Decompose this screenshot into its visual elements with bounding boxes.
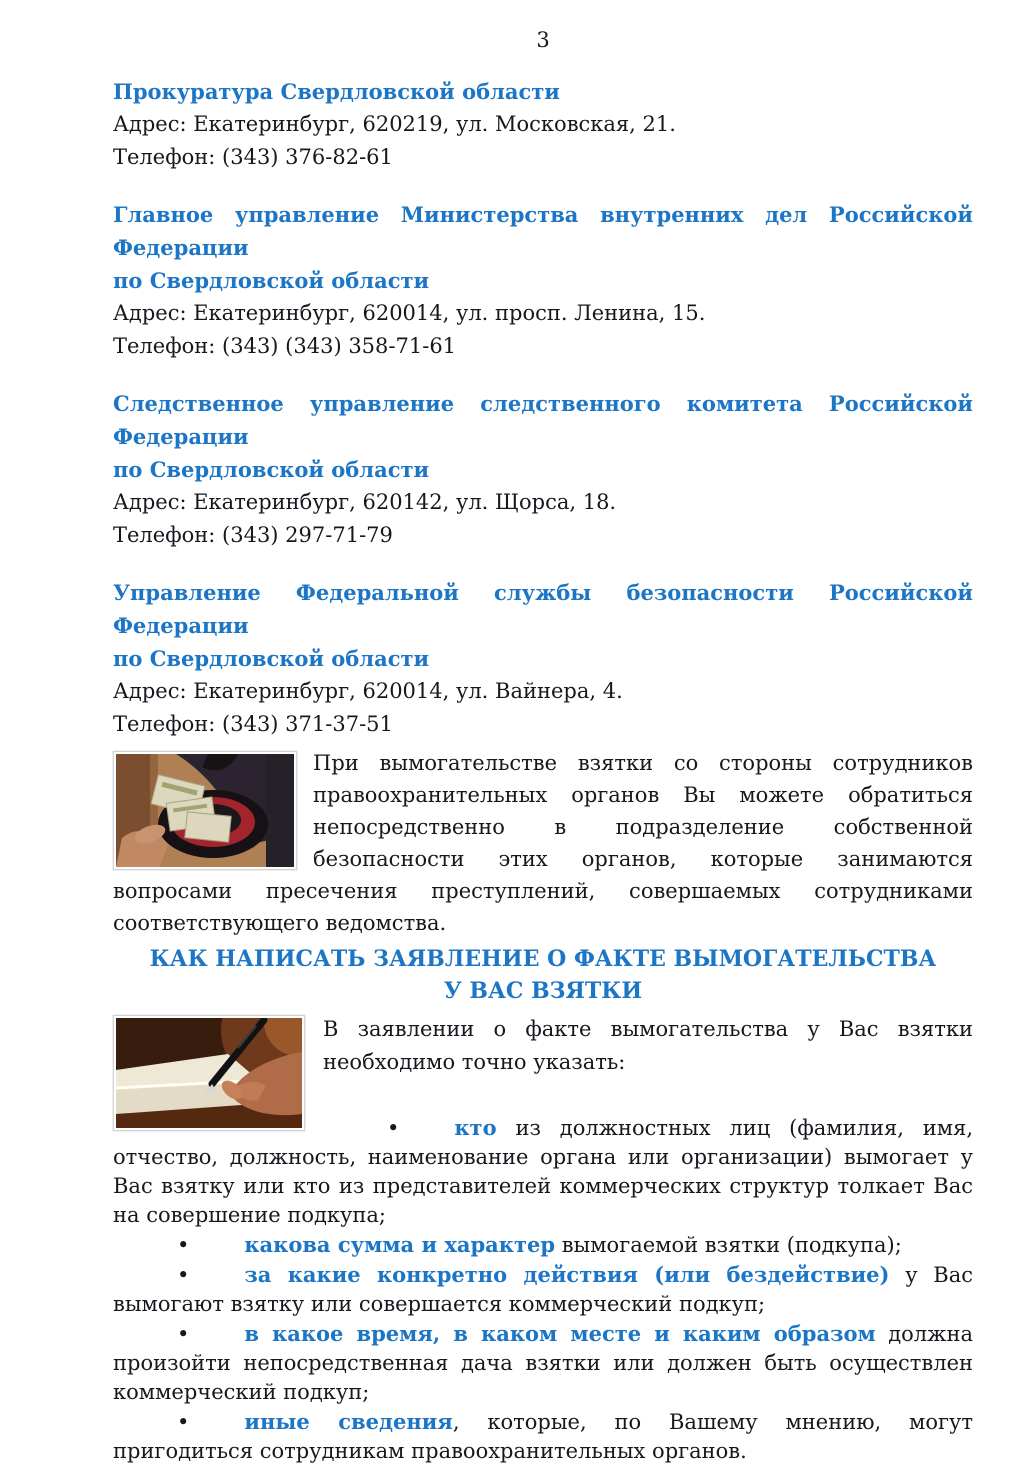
org-block-fsb [113,576,973,741]
list-item [113,1230,973,1260]
org-name: Прокуратура Свердловской области [113,79,560,104]
org-phone: Телефон: (343) (343) 358-71-61 [113,334,457,358]
money-in-hat-image [116,754,294,867]
bullet-rest: , которые, по Вашему мнению, могут пригодиться сотрудникам правоохранительных органов. [113,1410,973,1463]
list-item [113,1260,973,1319]
advice-paragraph: При вымогательстве взятки со стороны сотрудников правоохранительных органов Вы можете обратиться непосредственно в подразделение собственной безопасности этих органов, которые занимаются вопросами пресечения преступлений, совершаемых сотрудниками соответствующего ведомства. [113,751,973,935]
section-heading-line1: КАК НАПИСАТЬ ЗАЯВЛЕНИЕ О ФАКТЕ ВЫМОГАТЕЛЬСТВА [149,946,937,972]
bullet-rest: должна произойти непосредственная дача взятки или должен быть осуществлен коммерческий подкуп; [113,1322,973,1404]
org-address: Адрес: Екатеринбург, 620014, ул. просп. Ленина, 15. [113,301,706,325]
bullet-rest: из должностных лиц (фамилия, имя, отчество, должность, наименование органа или организации) вымогает у Вас взятку или кто из представителей коммерческих структур толкает Вас на совершение подкупа; [113,1116,973,1227]
org-address: Адрес: Екатеринбург, 620014, ул. Вайнера, 4. [113,679,623,703]
statement-section [113,1013,973,1466]
bullet-rest: у Вас вымогают взятку или совершается коммерческий подкуп; [113,1263,973,1316]
org-block-mvd [113,198,973,363]
bullet-lead: иные сведения [244,1409,453,1434]
list-item [113,1319,973,1407]
section-heading-line2: У ВАС ВЗЯТКИ [443,978,643,1004]
bullet-icon: • [387,1116,400,1140]
money-in-hat-photo [113,751,297,870]
bullet-lead: какова сумма и характер [244,1232,556,1257]
bullet-list [113,1113,973,1466]
org-address: Адрес: Екатеринбург, 620219, ул. Московская, 21. [113,112,676,136]
bullet-lead: в какое время, в каком месте и каким образом [244,1321,876,1346]
bullet-icon: • [177,1410,190,1434]
bullet-lead: за какие конкретно действия (или бездействие) [244,1262,890,1287]
org-block-sledcom [113,387,973,552]
bullet-lead: кто [454,1115,497,1140]
org-phone: Телефон: (343) 376-82-61 [113,145,393,169]
org-phone: Телефон: (343) 371-37-51 [113,712,393,736]
org-phone: Телефон: (343) 297-71-79 [113,523,393,547]
bullet-icon: • [177,1322,190,1346]
org-address: Адрес: Екатеринбург, 620142, ул. Щорса, 18. [113,490,617,514]
org-block-prosecutor [113,75,973,174]
statement-intro: В заявлении о факте вымогательства у Вас взятки необходимо точно указать: [323,1017,973,1074]
bullet-icon: • [177,1263,190,1287]
org-name-line1: Управление Федеральной службы безопасности Российской Федерации [113,580,973,638]
hand-writing-image [116,1018,302,1128]
org-name-line1: Следственное управление следственного комитета Российской Федерации [113,391,973,449]
org-name-line1: Главное управление Министерства внутренних дел Российской Федерации [113,202,973,260]
section-heading [113,943,973,1007]
bullet-icon: • [177,1233,190,1257]
org-name-line2: по Свердловской области [113,646,430,671]
org-name-line2: по Свердловской области [113,457,430,482]
page-number: 3 [536,28,550,52]
bullet-rest: вымогаемой взятки (подкупа); [555,1233,902,1257]
hand-writing-photo [113,1015,305,1131]
org-name-line2: по Свердловской области [113,268,430,293]
advice-section [113,747,973,939]
